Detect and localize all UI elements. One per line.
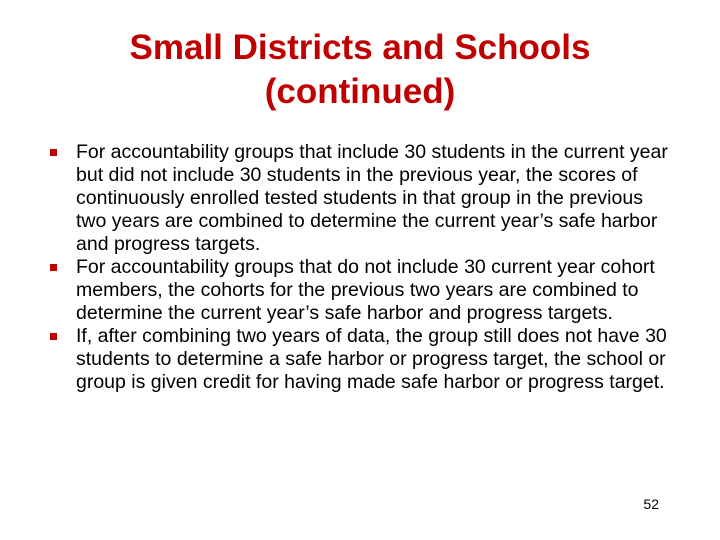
page-number: 52 — [643, 496, 659, 512]
bullet-item — [46, 325, 676, 394]
slide-title — [60, 26, 660, 114]
square-bullet-icon — [50, 149, 57, 156]
bullet-text: For accountability groups that include 30 students in the current year but did not include 30 students in the previous year, the scores of continuously enrolled tested students in that group in the previous two years are combined to determine the current year’s safe harbor and progress targets. — [76, 141, 668, 255]
slide-title-line-1: Small Districts and Schools — [129, 28, 591, 67]
bullet-item — [46, 141, 676, 256]
square-bullet-icon — [50, 333, 57, 340]
square-bullet-icon — [50, 264, 57, 271]
bullet-text: If, after combining two years of data, the group still does not have 30 students to determine a safe harbor or progress target, the school or group is given credit for having made safe harbor or progress target. — [76, 325, 667, 393]
slide-title-line-2: (continued) — [264, 72, 456, 111]
bullet-item — [46, 256, 676, 325]
bullet-list — [46, 141, 676, 394]
bullet-text: For accountability groups that do not include 30 current year cohort members, the cohorts for the previous two years are combined to determine the current year’s safe harbor and progress targets. — [76, 256, 655, 324]
